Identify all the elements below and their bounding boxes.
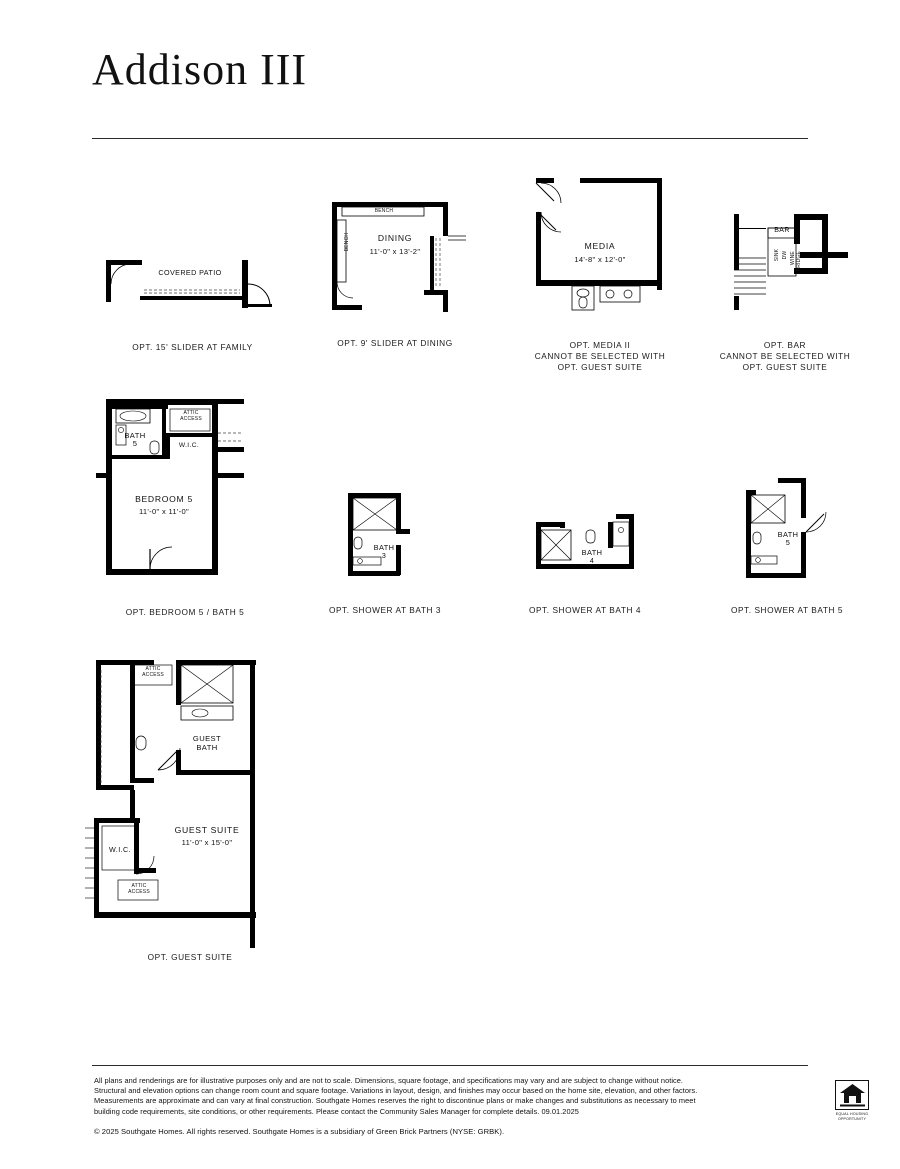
label-fridge: FRIDGE — [796, 250, 802, 272]
label-bench-left: BENCH — [344, 232, 350, 252]
floorplan-vector — [100, 250, 285, 345]
label-attic: ATTIC — [183, 410, 199, 416]
room-label-covered-patio: COVERED PATIO — [158, 268, 222, 277]
footer-divider — [92, 1065, 808, 1066]
equal-housing-label — [832, 1112, 872, 1121]
room-dimensions-guest-suite: 11'-0" x 15'-0" — [181, 838, 233, 847]
plan-caption: OPT. SHOWER AT BATH 3 — [328, 605, 442, 615]
floorplan-vector — [320, 485, 450, 590]
eho-label-line: EQUAL HOUSING — [835, 1112, 869, 1116]
room-dimensions-media: 14'-8" x 12'-0" — [574, 255, 626, 264]
floorplan-drawing — [320, 485, 450, 590]
plan-opt-bedroom5-bath5 — [90, 385, 280, 625]
label-sink: SINK — [774, 248, 780, 262]
room-label-wic-guest: W.I.C. — [109, 845, 131, 854]
floorplan-drawing — [520, 170, 680, 330]
label-attic-upper: ATTIC — [145, 666, 161, 672]
copyright-text: © 2025 Southgate Homes. All rights reserved. Southgate Homes is a subsidiary of Green Brick Partners (NYSE: GRBK). — [94, 1127, 505, 1136]
room-dimensions-bedroom5: 11'-0" x 11'-0" — [138, 507, 190, 516]
room-label-bath3: BATH — [373, 543, 395, 552]
room-label-bedroom5: BEDROOM 5 — [135, 494, 193, 504]
room-label-media: MEDIA — [584, 241, 616, 251]
floorplan-drawing — [520, 500, 650, 590]
room-label-guest: GUEST — [192, 734, 222, 743]
plan-caption: OPT. SHOWER AT BATH 4 — [528, 605, 642, 615]
plan-caption: OPT. 15' SLIDER AT FAMILY — [132, 342, 253, 352]
plan-opt-15-slider-family — [100, 250, 285, 370]
floorplan-drawing — [722, 470, 852, 590]
plan-caption-line: OPT. BAR — [763, 340, 807, 350]
label-bench-top: BENCH — [374, 208, 394, 214]
disclaimer-line: Measurements are approximate and can vary at final construction. Southgate Homes reserves the right to discontinue plans or make changes and substitutions as necessary to meet — [94, 1096, 696, 1106]
plan-opt-9-slider-dining — [320, 190, 470, 370]
plan-opt-guest-suite — [80, 640, 300, 980]
floorplan-vector — [80, 640, 300, 950]
room-label-bath5-number: 5 — [132, 439, 138, 448]
plan-caption-line: CANNOT BE SELECTED WITH — [534, 351, 666, 361]
room-label-bath5: BATH — [124, 431, 146, 440]
floorplan-drawing — [710, 200, 860, 340]
plan-opt-shower-bath4 — [520, 500, 650, 640]
floorplan-vector — [520, 500, 650, 590]
plan-opt-media-ii — [520, 170, 680, 370]
room-label-bath5-shower: BATH — [777, 530, 799, 539]
label-attic-access: ACCESS — [180, 416, 202, 422]
plan-caption-line: OPT. GUEST SUITE — [557, 362, 643, 372]
room-label-bath5-shower-number: 5 — [785, 538, 791, 547]
floorplan-drawing — [80, 640, 300, 950]
label-wine: WINE — [790, 251, 796, 265]
room-dimensions-dining: 11'-0" x 13'-2" — [369, 247, 421, 256]
room-label-guest-bath: BATH — [196, 743, 218, 752]
label-attic-access-lower: ACCESS — [128, 889, 150, 895]
room-label-guest-suite: GUEST SUITE — [174, 825, 240, 835]
eho-label-line: OPPORTUNITY — [837, 1116, 867, 1121]
plan-caption: OPT. SHOWER AT BATH 5 — [730, 605, 844, 615]
floorplan-drawing — [100, 250, 285, 345]
page-title: Addison III — [92, 45, 308, 94]
disclaimer-text — [94, 1076, 804, 1117]
equal-housing-icon — [835, 1080, 869, 1110]
disclaimer-line: building code requirements, site conditions, or other requirements. Please contact the Community Sales Manager for complete details. 09.01.2025 — [94, 1106, 579, 1116]
plan-caption-line: OPT. MEDIA II — [569, 340, 631, 350]
plan-opt-shower-bath3 — [320, 485, 450, 625]
plan-caption — [520, 340, 680, 373]
title-divider — [92, 138, 808, 139]
plan-caption: OPT. 9' SLIDER AT DINING — [337, 338, 453, 348]
label-attic-lower: ATTIC — [131, 883, 147, 889]
plan-caption: OPT. GUEST SUITE — [147, 952, 233, 962]
plan-opt-bar — [710, 200, 860, 380]
room-label-bath4-number: 4 — [589, 556, 595, 565]
disclaimer-line: All plans and renderings are for illustrative purposes only and are not to scale. Dimensions, square footage, and specifications may vary and are subject to change without notice. — [94, 1076, 684, 1085]
plan-caption-line: OPT. GUEST SUITE — [742, 362, 828, 372]
label-attic-access-upper: ACCESS — [142, 672, 164, 678]
floorplan-vector — [710, 200, 860, 340]
equal-housing-opportunity-logo — [832, 1080, 872, 1121]
room-label-wic: W.I.C. — [178, 442, 200, 449]
plan-caption: OPT. BEDROOM 5 / BATH 5 — [125, 607, 245, 617]
floorplan-drawing — [320, 190, 470, 340]
plan-caption — [710, 340, 860, 373]
room-label-bath4: BATH — [581, 548, 603, 557]
label-dw: DW — [782, 250, 788, 260]
house-icon — [837, 1081, 868, 1108]
floorplan-drawing — [90, 385, 280, 595]
room-label-dining: DINING — [377, 233, 413, 243]
plan-caption-line: CANNOT BE SELECTED WITH — [719, 351, 851, 361]
room-label-bath3-number: 3 — [381, 551, 387, 560]
room-label-bar: BAR — [774, 227, 790, 234]
disclaimer-line: Structural and elevation options can change room count and square footage. Variations in layout, design, and finishes may occur based on the home site, elevation, and other factors. — [94, 1086, 698, 1096]
plan-opt-shower-bath5 — [722, 470, 852, 630]
